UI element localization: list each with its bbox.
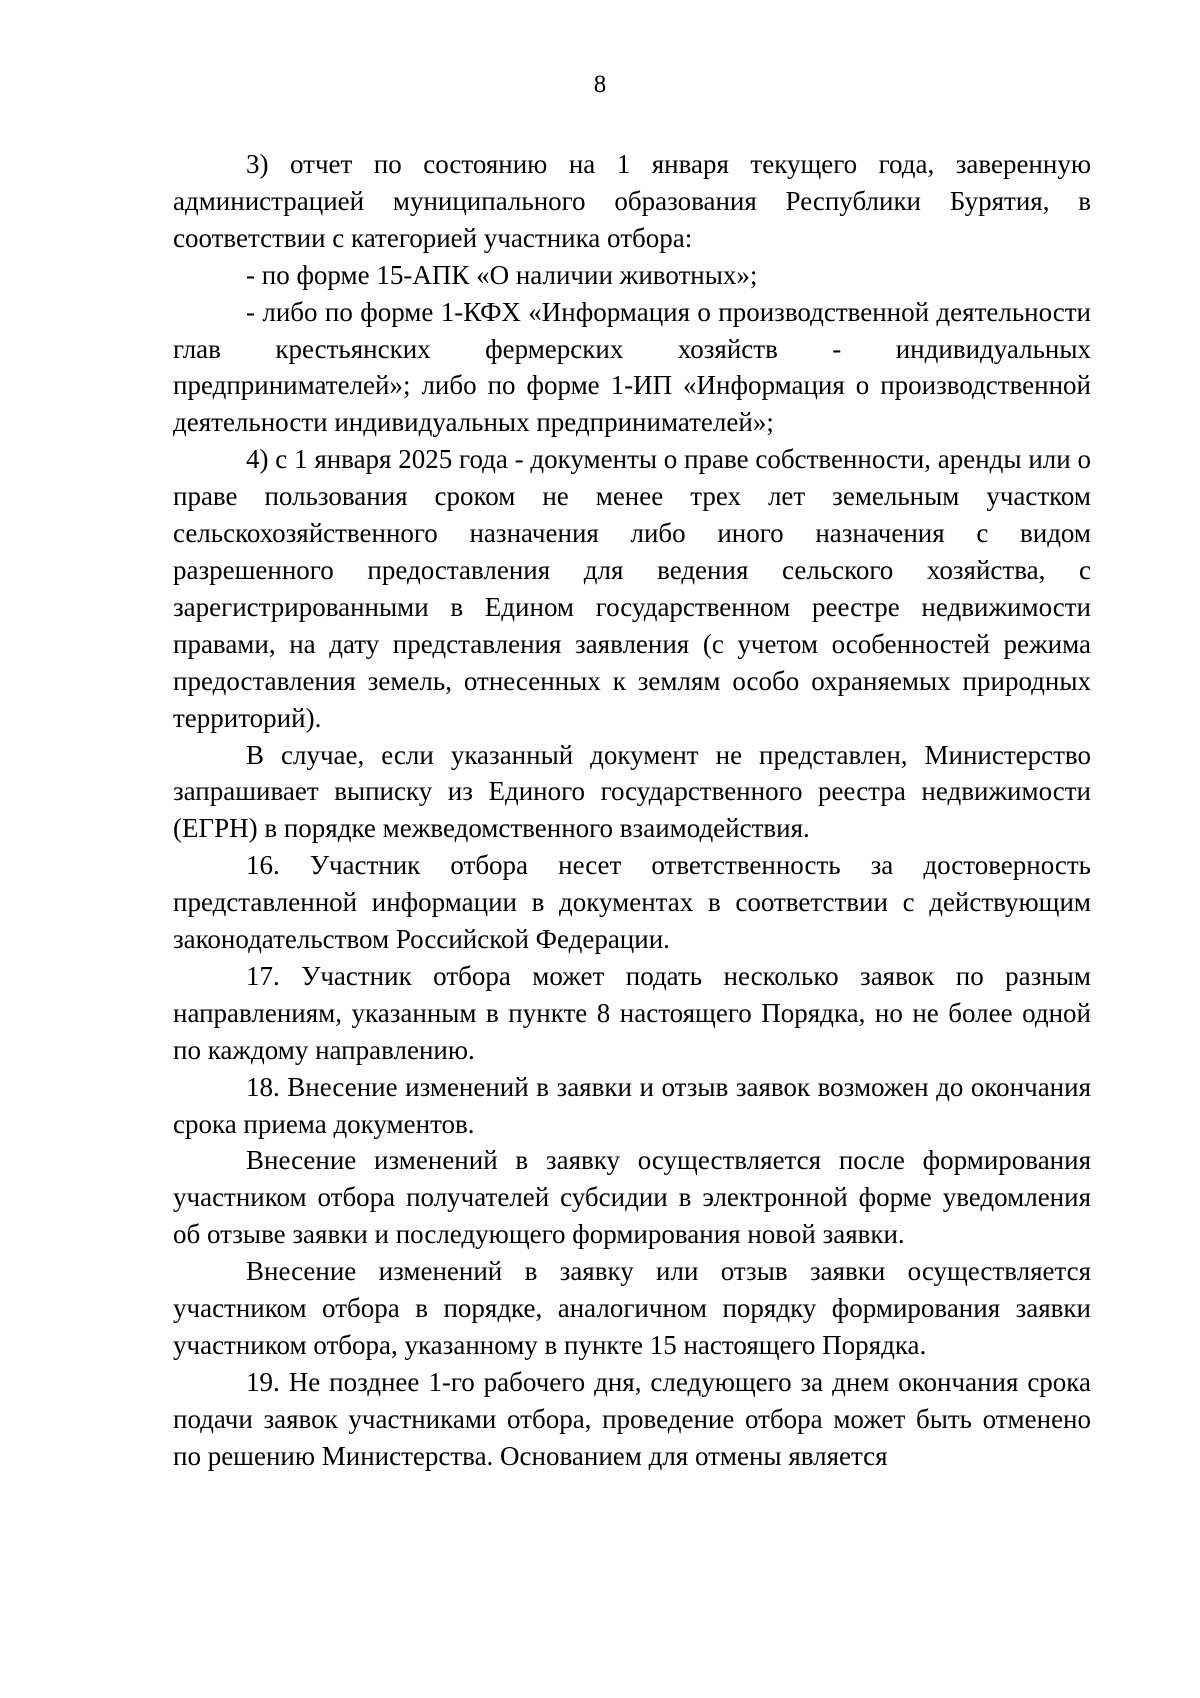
paragraph-form-15-apk: - по форме 15-АПК «О наличии животных»; — [246, 259, 758, 290]
paragraph-item-3-report: 3) отчет по состоянию на 1 января текущего года, заверенную администрацией муниципального образования Республики Бурятия, в соответствии с категорией участника отбора: — [173, 149, 1091, 253]
paragraph-application-withdrawal: Внесение изменений в заявку или отзыв заявки осуществляется участником отбора в порядке, аналогичном порядку формирования заявки участником отбора, указанному в пункте 15 настоящего Порядка. — [173, 1256, 1091, 1360]
page-number: 8 — [593, 71, 607, 98]
paragraph-item-4-land-documents: 4) с 1 января 2025 года - документы о праве собственности, аренды или о праве пользования сроком не менее трех лет земельным участком сельскохозяйственного назначения либо иного назначения с видом разрешенного предоставления для ведения сельского хозяйства, с зарегистрированными в Едином государственном реестре недвижимости правами, на дату представления заявления (с учетом особенностей режима предоставления земель, отнесенных к землям особо охраняемых природных территорий). — [173, 444, 1091, 733]
paragraph-clause-18: 18. Внесение изменений в заявки и отзыв заявок возможен до окончания срока приема документов. — [173, 1071, 1091, 1139]
paragraph-egrn-request: В случае, если указанный документ не представлен, Министерство запрашивает выписку из Единого государственного реестра недвижимости (ЕГРН) в порядке межведомственного взаимодействия. — [173, 739, 1091, 844]
paragraph-application-changes: Внесение изменений в заявку осуществляется после формирования участником отбора получателей субсидии в электронной форме уведомления об отзыве заявки и последующего формирования новой заявки. — [173, 1145, 1091, 1250]
document-body — [173, 146, 1091, 1475]
paragraph-form-1-kfh: - либо по форме 1-КФХ «Информация о производственной деятельности глав крестьянских фермерских хозяйств - индивидуальных предпринимателей»; либо по форме 1-ИП «Информация о производственной деятельности индивидуальных предпринимателей»; — [173, 296, 1091, 438]
paragraph-clause-16: 16. Участник отбора несет ответственность за достоверность представленной информации в документах в соответствии с действующим законодательством Российской Федерации. — [173, 850, 1091, 955]
paragraph-clause-19: 19. Не позднее 1-го рабочего дня, следующего за днем окончания срока подачи заявок участниками отбора, проведение отбора может быть отменено по решению Министерства. Основанием для отмены является — [173, 1366, 1091, 1471]
paragraph-clause-17: 17. Участник отбора может подать несколько заявок по разным направлениям, указанным в пункте 8 настоящего Порядка, но не более одной по каждому направлению. — [173, 960, 1091, 1065]
